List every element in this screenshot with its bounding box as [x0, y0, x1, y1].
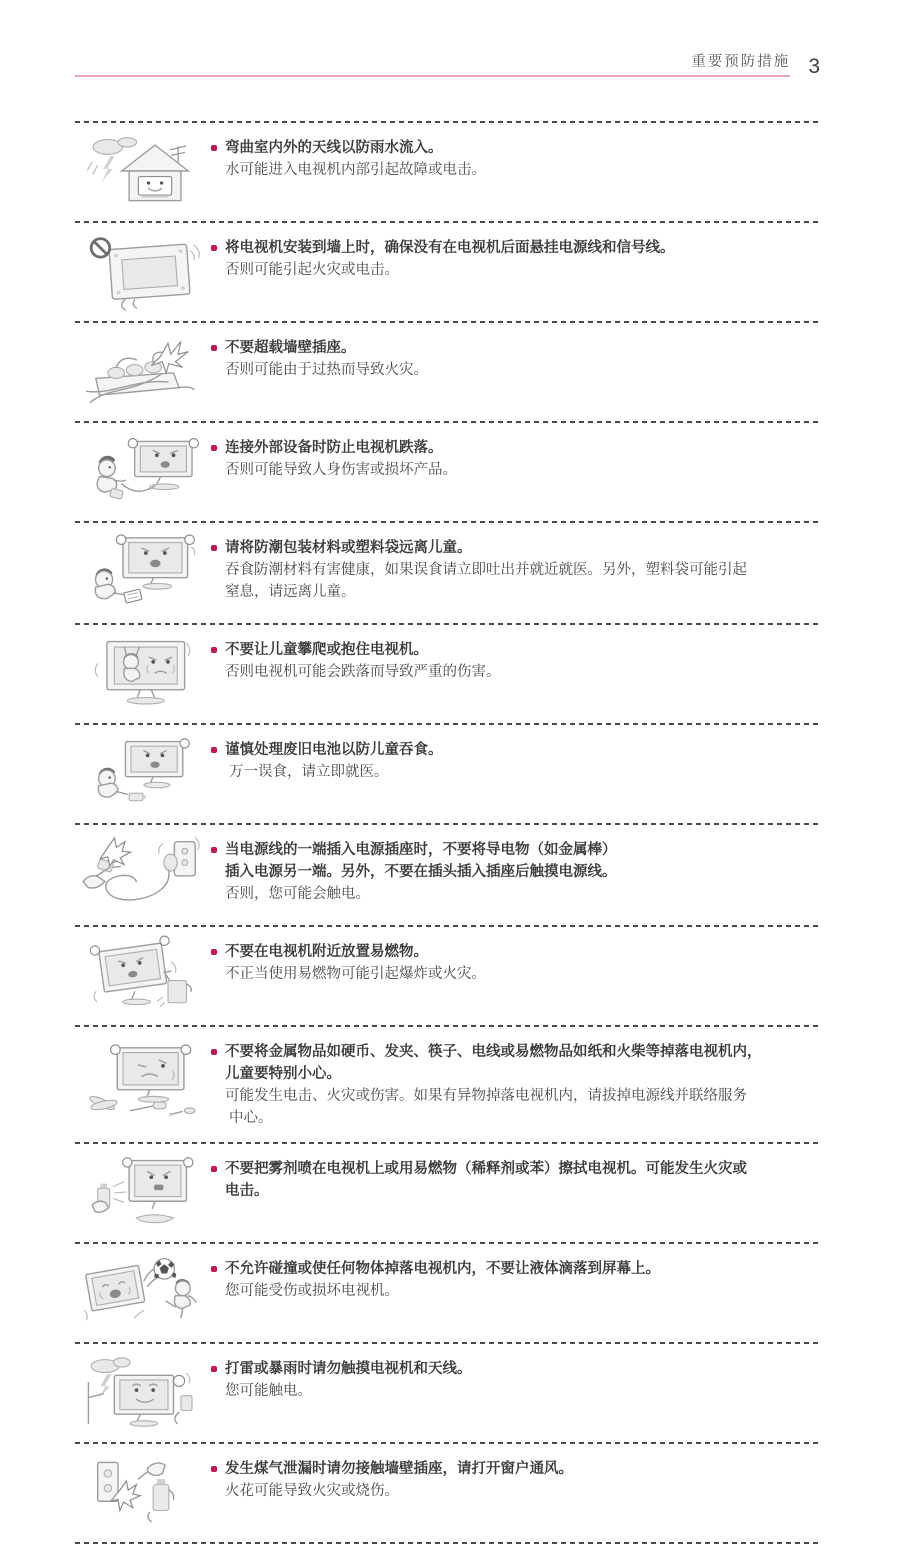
thunderstorm-do-not-touch-tv-icon: [75, 1355, 211, 1429]
item-title-line: 请将防潮包装材料或塑料袋远离儿童。: [225, 540, 472, 556]
item-body-line: 中心。: [225, 1110, 273, 1126]
bullet-icon: [211, 949, 217, 955]
safety-item: [75, 1344, 820, 1442]
item-body-line: 您可能触电。: [225, 1383, 312, 1399]
item-title-line: 不允许碰撞或使任何物体掉落电视机内，不要让液体滴落到屏幕上。: [225, 1261, 660, 1277]
safety-item: [75, 123, 820, 221]
item-body-line: 可能发生电击、火灾或伤害。如果有异物掉落电视机内，请拔掉电源线并联络服务: [225, 1088, 747, 1104]
item-body-line: 火花可能导致火灾或烧伤。: [225, 1483, 399, 1499]
item-body-line: 否则可能引起火灾或电击。: [225, 262, 399, 278]
header-rule: [75, 50, 790, 77]
bullet-icon: [211, 647, 217, 653]
gas-leak-wall-outlet-icon: [75, 1455, 211, 1529]
page-number: 3: [808, 55, 820, 78]
item-title-line: 不要将金属物品如硬币、发夹、筷子、电线或易燃物品如纸和火柴等掉落电视机内，: [225, 1044, 762, 1060]
overloaded-power-strip-spark-icon: [75, 334, 211, 408]
safety-item: [75, 825, 820, 925]
item-body-line: 不正当使用易燃物可能引起爆炸或火灾。: [225, 966, 486, 982]
safety-item: [75, 223, 820, 321]
item-body-line: 您可能受伤或损坏电视机。: [225, 1283, 399, 1299]
bullet-icon: [211, 445, 217, 451]
bullet-icon: [211, 345, 217, 351]
page-header: [75, 0, 820, 77]
safety-item: [75, 523, 820, 623]
item-title-line: 儿童要特别小心。: [225, 1066, 341, 1082]
bullet-icon: [211, 1266, 217, 1272]
metal-rod-into-plug-spark-icon: [75, 836, 211, 912]
flammable-can-near-tv-icon: [75, 938, 211, 1012]
item-title-line: 连接外部设备时防止电视机跌落。: [225, 440, 443, 456]
item-body-line: 否则，您可能会触电。: [225, 886, 370, 902]
item-body-line: 吞食防潮材料有害健康，如果误食请立即吐出并就近就医。另外，塑料袋可能引起: [225, 562, 747, 578]
child-climbing-tv-icon: [75, 636, 211, 710]
item-title-line: 不要把雾剂喷在电视机上或用易燃物（稀释剂或苯）擦拭电视机。可能发生火灾或: [225, 1161, 747, 1177]
safety-item: [75, 1144, 820, 1242]
item-title-line: 当电源线的一端插入电源插座时，不要将导电物（如金属棒）: [225, 842, 617, 858]
item-title-line: 打雷或暴雨时请勿触摸电视机和天线。: [225, 1361, 472, 1377]
item-title-line: 将电视机安装到墙上时，确保没有在电视机后面悬挂电源线和信号线。: [225, 240, 675, 256]
child-pulling-cord-tv-falling-icon: [75, 434, 211, 508]
item-title-line: 插入电源另一端。另外，不要在插头插入插座后触摸电源线。: [225, 864, 617, 880]
item-title-line: 不要超载墙壁插座。: [225, 340, 356, 356]
aerosol-spray-at-tv-icon: [75, 1155, 211, 1229]
child-with-battery-icon: [75, 736, 211, 810]
bullet-icon: [211, 847, 217, 853]
safety-item: [75, 1244, 820, 1342]
safety-item: [75, 1027, 820, 1142]
bullet-icon: [211, 245, 217, 251]
item-title-line: 弯曲室内外的天线以防雨水流入。: [225, 140, 443, 156]
safety-item: [75, 927, 820, 1025]
child-with-desiccant-packet-icon: [75, 534, 211, 610]
item-body-line: 万一误食，请立即就医。: [225, 764, 389, 780]
item-body-line: 窒息，请远离儿童。: [225, 584, 356, 600]
house-antenna-storm-icon: [75, 134, 211, 208]
item-body-line: 否则电视机可能会跌落而导致严重的伤害。: [225, 664, 501, 680]
bullet-icon: [211, 747, 217, 753]
item-body-line: 否则可能由于过热而导致火灾。: [225, 362, 428, 378]
item-title-line: 谨慎处理废旧电池以防儿童吞食。: [225, 742, 443, 758]
bullet-icon: [211, 145, 217, 151]
safety-item: [75, 423, 820, 521]
page-title: 重要预防措施: [691, 54, 791, 70]
safety-item: [75, 1444, 820, 1542]
item-title-line: 发生煤气泄漏时请勿接触墙壁插座，请打开窗户通风。: [225, 1461, 573, 1477]
bullet-icon: [211, 1466, 217, 1472]
wall-mounted-tv-no-hanging-cables-icon: [75, 234, 211, 308]
tools-and-coins-near-tv-icon: [75, 1038, 211, 1129]
bullet-icon: [211, 1166, 217, 1172]
item-body-line: 水可能进入电视机内部引起故障或电击。: [225, 162, 486, 178]
item-title-line: 不要在电视机附近放置易燃物。: [225, 944, 428, 960]
item-title-line: 不要让儿童攀爬或抱住电视机。: [225, 642, 428, 658]
safety-items-list: [75, 121, 820, 1544]
soccer-ball-hitting-tv-icon: [75, 1255, 211, 1329]
safety-item: [75, 725, 820, 823]
item-body-line: 否则可能导致人身伤害或损坏产品。: [225, 462, 457, 478]
bullet-icon: [211, 1049, 217, 1055]
bullet-icon: [211, 545, 217, 551]
bullet-icon: [211, 1366, 217, 1372]
safety-item: [75, 323, 820, 421]
item-title-line: 电击。: [225, 1183, 269, 1199]
safety-item: [75, 625, 820, 723]
